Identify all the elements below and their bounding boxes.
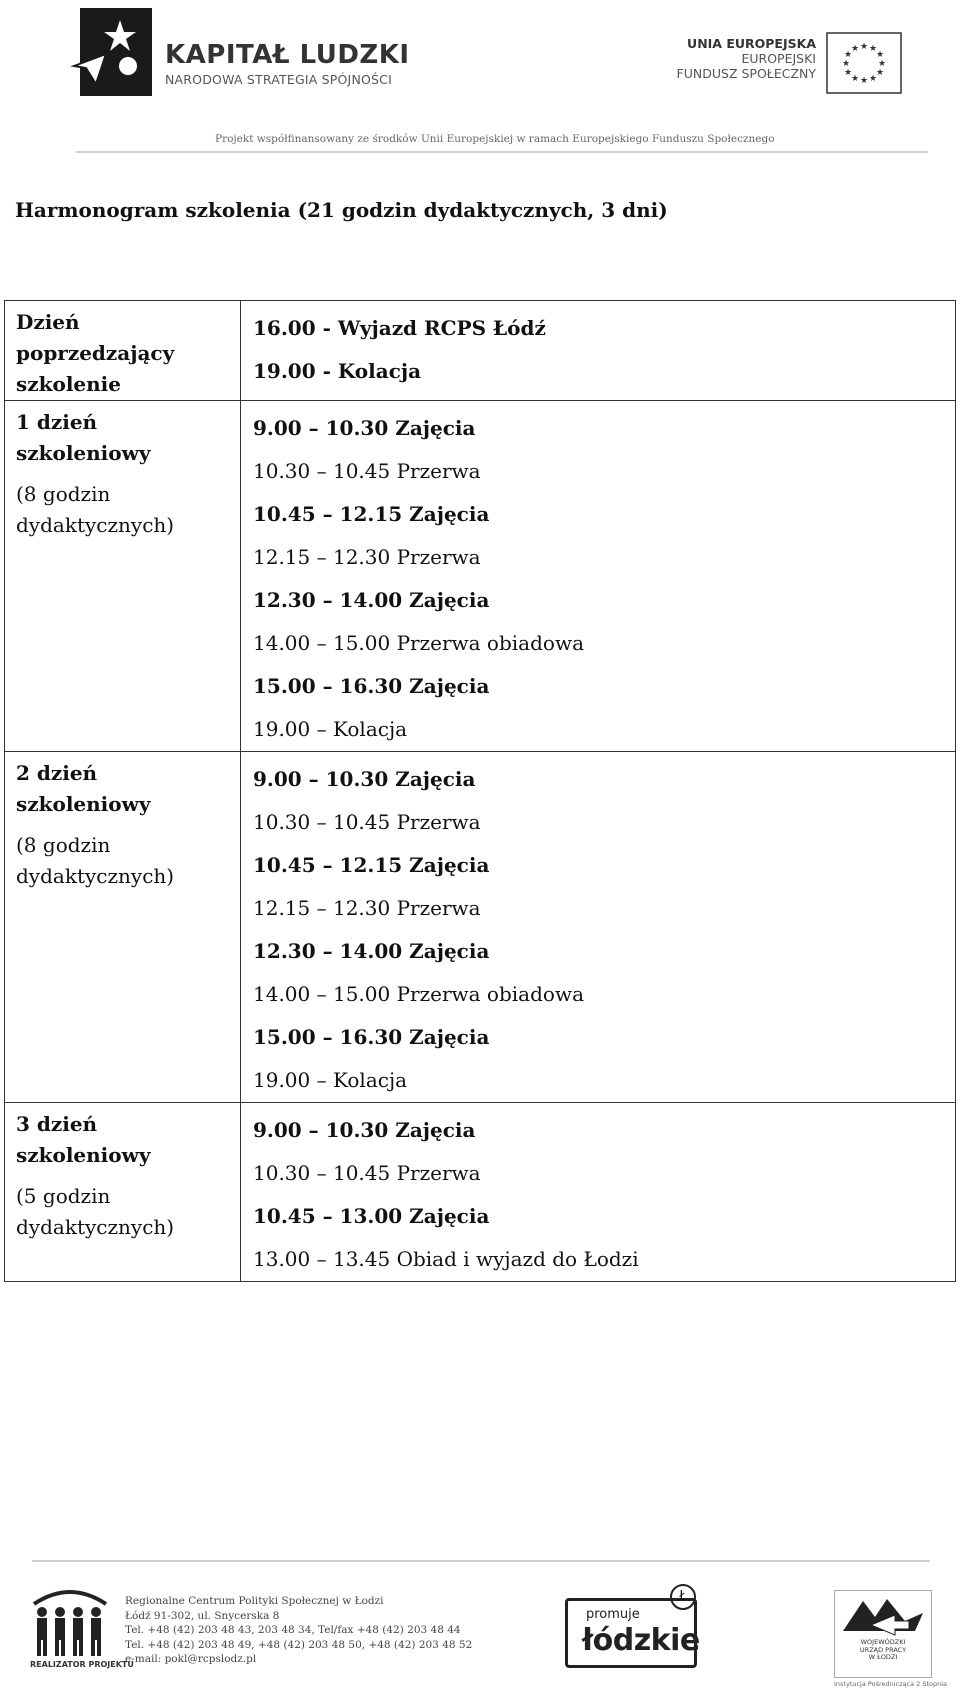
svg-text:★: ★ <box>843 50 853 60</box>
time-slot: 9.00 – 10.30 Zajęcia <box>253 1118 476 1142</box>
time-slot: 19.00 – Kolacja <box>253 717 408 741</box>
table-row <box>5 301 956 401</box>
people-group-icon <box>30 1582 110 1660</box>
day-hours-note: dydaktycznych) <box>16 864 175 888</box>
svg-text:★: ★ <box>850 74 860 84</box>
time-slot: 12.15 – 12.30 Przerwa <box>253 896 481 920</box>
time-slots-cell <box>241 401 956 752</box>
svg-text:★: ★ <box>859 76 869 86</box>
wup-caption: Instytucja Pośrednicząca 2 Stopnia <box>834 1680 948 1688</box>
time-slot: 15.00 – 16.30 Zajęcia <box>253 1025 490 1049</box>
day-hours-note: dydaktycznych) <box>16 1215 175 1239</box>
document-title: Harmonogram szkolenia (21 godzin dydaktycznych, 3 dni) <box>15 198 668 222</box>
time-slot: 10.30 – 10.45 Przerwa <box>253 1161 481 1185</box>
svg-text:★: ★ <box>841 59 851 69</box>
address-line: e-mail: pokl@rcpslodz.pl <box>125 1653 257 1665</box>
document-footer <box>0 1560 960 1702</box>
time-slot: 14.00 – 15.00 Przerwa obiadowa <box>253 982 584 1006</box>
svg-text:★: ★ <box>875 68 885 78</box>
day-hours-note: dydaktycznych) <box>16 513 175 537</box>
svg-text:★: ★ <box>875 50 885 60</box>
day-hours-note: (5 godzin <box>16 1184 111 1208</box>
svg-text:★: ★ <box>877 59 887 69</box>
document-header <box>0 0 960 160</box>
eu-line-3: FUNDUSZ SPOŁECZNY <box>676 66 816 81</box>
address-line: Regionalne Centrum Polityki Społecznej w Łodzi <box>125 1595 384 1607</box>
wup-emblem-icon <box>835 1591 931 1639</box>
day-label-line: szkoleniowy <box>16 792 151 816</box>
address-line: Tel. +48 (42) 203 48 49, +48 (42) 203 48 50, +48 (42) 203 48 52 <box>125 1638 473 1651</box>
day-cell <box>5 401 241 752</box>
wup-line: WOJEWÓDZKI <box>860 1638 906 1646</box>
table-row <box>5 752 956 1103</box>
table-row <box>5 1103 956 1282</box>
time-slot: 10.30 – 10.45 Przerwa <box>253 810 481 834</box>
time-slot: 12.30 – 14.00 Zajęcia <box>253 939 490 963</box>
kapital-ludzki-logo-icon <box>66 6 158 98</box>
day-label-line: szkolenie <box>16 372 121 396</box>
svg-text:★: ★ <box>868 44 878 54</box>
schedule-table <box>4 300 956 1282</box>
kapital-ludzki-title: KAPITAŁ LUDZKI <box>165 40 410 70</box>
wup-line: W ŁODZI <box>868 1653 898 1661</box>
time-slot: 10.30 – 10.45 Przerwa <box>253 459 481 483</box>
eu-flag-icon <box>826 32 902 94</box>
address-line: Łódź 91-302, ul. Snycerska 8 <box>125 1609 280 1622</box>
eu-line-1: UNIA EUROPEJSKA <box>687 36 816 51</box>
time-slot: 10.45 – 12.15 Zajęcia <box>253 853 490 877</box>
footer-divider <box>32 1560 930 1562</box>
day-label-line: Dzień <box>16 310 80 334</box>
address-line: Tel. +48 (42) 203 48 43, 203 48 34, Tel/fax +48 (42) 203 48 44 <box>125 1624 461 1636</box>
realizer-caption: REALIZATOR PROJEKTU <box>30 1660 134 1669</box>
day-cell <box>5 301 241 401</box>
time-slot: 12.30 – 14.00 Zajęcia <box>253 588 490 612</box>
kapital-ludzki-subtitle: NARODOWA STRATEGIA SPÓJNOŚCI <box>165 72 392 87</box>
eu-line-2: EUROPEJSKI <box>741 51 816 66</box>
day-hours-note: (8 godzin <box>16 482 111 506</box>
wup-text <box>843 1639 923 1662</box>
svg-text:★: ★ <box>850 44 860 54</box>
eu-logo <box>640 32 900 102</box>
day-hours-note: (8 godzin <box>16 833 111 857</box>
wup-line: URZĄD PRACY <box>859 1645 907 1654</box>
svg-text:★: ★ <box>859 42 869 52</box>
time-slot: 12.15 – 12.30 Przerwa <box>253 545 481 569</box>
time-slots-cell <box>241 301 956 401</box>
svg-text:★: ★ <box>868 74 878 84</box>
day-label-line: szkoleniowy <box>16 441 151 465</box>
time-slot: 15.00 – 16.30 Zajęcia <box>253 674 490 698</box>
time-slot: 10.45 – 13.00 Zajęcia <box>253 1204 490 1228</box>
time-slots-cell <box>241 752 956 1103</box>
day-cell <box>5 752 241 1103</box>
time-slot: 9.00 – 10.30 Zajęcia <box>253 416 476 440</box>
day-label-line: szkoleniowy <box>16 1143 151 1167</box>
promo-line-1: promuje <box>586 1607 640 1622</box>
wup-lodz-logo <box>834 1590 932 1678</box>
time-slot: 16.00 - Wyjazd RCPS Łódź <box>253 316 546 340</box>
promo-line-2: łódzkie <box>582 1623 700 1658</box>
day-label-line: 2 dzień <box>16 761 98 785</box>
cofinancing-note: Projekt współfinansowany ze środków Unii Europejskiej w ramach Europejskiego Funduszu Społecznego <box>215 133 775 145</box>
time-slot: 9.00 – 10.30 Zajęcia <box>253 767 476 791</box>
time-slot: 14.00 – 15.00 Przerwa obiadowa <box>253 631 584 655</box>
svg-text:★: ★ <box>843 68 853 78</box>
day-label-line: poprzedzający <box>16 341 175 365</box>
kapital-ludzki-text <box>165 40 410 87</box>
table-row <box>5 401 956 752</box>
day-cell <box>5 1103 241 1282</box>
day-label-line: 1 dzień <box>16 410 98 434</box>
registered-mark-icon: Ł <box>670 1584 696 1610</box>
day-label-line: 3 dzień <box>16 1112 98 1136</box>
header-divider <box>76 151 928 153</box>
time-slot: 19.00 - Kolacja <box>253 359 422 383</box>
time-slot: 19.00 – Kolacja <box>253 1068 408 1092</box>
address-block <box>125 1594 472 1667</box>
time-slot: 10.45 – 12.15 Zajęcia <box>253 502 490 526</box>
time-slot: 13.00 – 13.45 Obiad i wyjazd do Łodzi <box>253 1247 639 1271</box>
time-slots-cell <box>241 1103 956 1282</box>
